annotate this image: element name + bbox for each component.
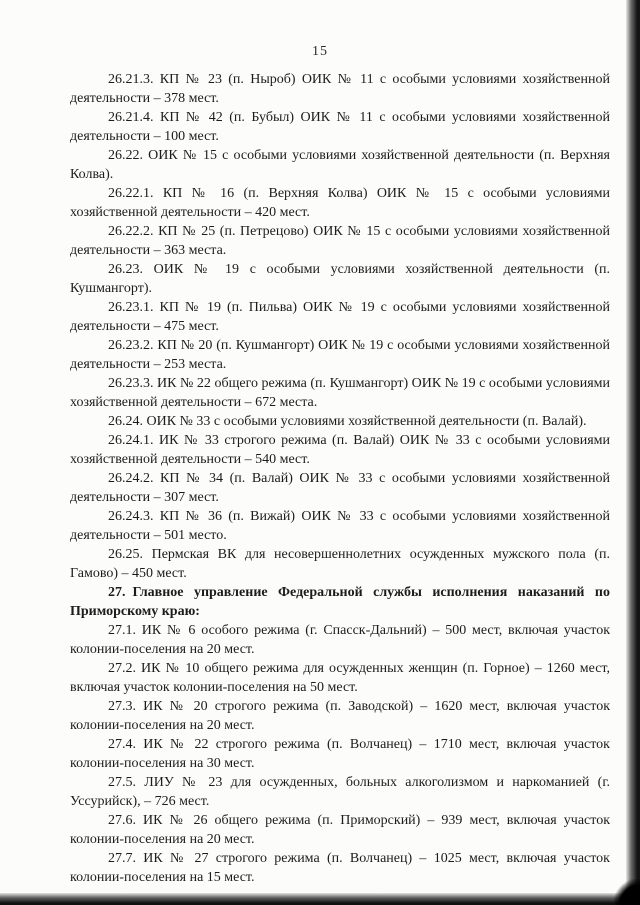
paragraph: 26.24. ОИК № 33 с особыми условиями хозяйственной деятельности (п. Валай). (108, 414, 587, 429)
paragraph: 26.21.3. КП № 23 (п. Ныроб) ОИК № 11 с особыми условиями хозяйственной деятельности – 378 мест. (70, 72, 610, 106)
paragraph: 26.22. ОИК № 15 с особыми условиями хозяйственной деятельности (п. Верхняя Колва). (70, 148, 610, 182)
paragraph: 27.6. ИК № 26 общего режима (п. Приморский) – 939 мест, включая участок колонии-поселения на 20 мест. (70, 813, 610, 847)
paragraph: 27.7. ИК № 27 строгого режима (п. Волчанец) – 1025 мест, включая участок колонии-поселения на 15 мест. (70, 851, 610, 885)
paragraph: 27. Главное управление Федеральной службы исполнения наказаний по Приморскому краю: (70, 585, 610, 619)
scan-shadow-right-edge (626, 0, 640, 905)
paragraph: 26.23.1. КП № 19 (п. Пильва) ОИК № 19 с особыми условиями хозяйственной деятельности – 475 мест. (70, 300, 610, 334)
paragraph: 26.25. Пермская ВК для несовершеннолетних осужденных мужского пола (п. Гамово) – 450 мест. (70, 547, 610, 581)
paragraph: 27.4. ИК № 22 строгого режима (п. Волчанец) – 1710 мест, включая участок колонии-поселения на 30 мест. (70, 737, 610, 771)
paragraph: 26.23.2. КП № 20 (п. Кушмангорт) ОИК № 19 с особыми условиями хозяйственной деятельности – 253 места. (70, 338, 610, 372)
paragraph: 26.22.1. КП № 16 (п. Верхняя Колва) ОИК № 15 с особыми условиями хозяйственной деятельности – 420 мест. (70, 186, 610, 220)
paragraph: 26.23. ОИК № 19 с особыми условиями хозяйственной деятельности (п. Кушмангорт). (70, 262, 610, 296)
paragraph: 27.2. ИК № 10 общего режима для осужденных женщин (п. Горное) – 1260 мест, включая участок колонии-поселения на 50 мест. (70, 661, 610, 695)
scan-shadow-corner (614, 879, 640, 905)
paragraph: 26.24.1. ИК № 33 строгого режима (п. Валай) ОИК № 33 с особыми условиями хозяйственной деятельности – 540 мест. (70, 433, 610, 467)
paragraph: 26.23.3. ИК № 22 общего режима (п. Кушмангорт) ОИК № 19 с особыми условиями хозяйственной деятельности – 672 места. (70, 376, 610, 410)
page-number: 15 (312, 44, 328, 59)
paragraph: 26.24.3. КП № 36 (п. Вижай) ОИК № 33 с особыми условиями хозяйственной деятельности – 501 место. (70, 509, 610, 543)
scan-shadow-bottom-edge (0, 893, 640, 905)
paragraph: 26.21.4. КП № 42 (п. Бубыл) ОИК № 11 с особыми условиями хозяйственной деятельности – 100 мест. (70, 110, 610, 144)
paragraph: 26.24.2. КП № 34 (п. Валай) ОИК № 33 с особыми условиями хозяйственной деятельности – 307 мест. (70, 471, 610, 505)
document-body (0, 60, 640, 887)
paragraph: 27.5. ЛИУ № 23 для осужденных, больных алкоголизмом и наркоманией (г. Уссурийск), – 726 мест. (70, 775, 610, 809)
paragraph: 26.22.2. КП № 25 (п. Петрецово) ОИК № 15 с особыми условиями хозяйственной деятельности – 363 места. (70, 224, 610, 258)
paragraph: 27.1. ИК № 6 особого режима (г. Спасск-Дальний) – 500 мест, включая участок колонии-поселения на 20 мест. (70, 623, 610, 657)
paragraph: 27.3. ИК № 20 строгого режима (п. Заводской) – 1620 мест, включая участок колонии-поселения на 20 мест. (70, 699, 610, 733)
